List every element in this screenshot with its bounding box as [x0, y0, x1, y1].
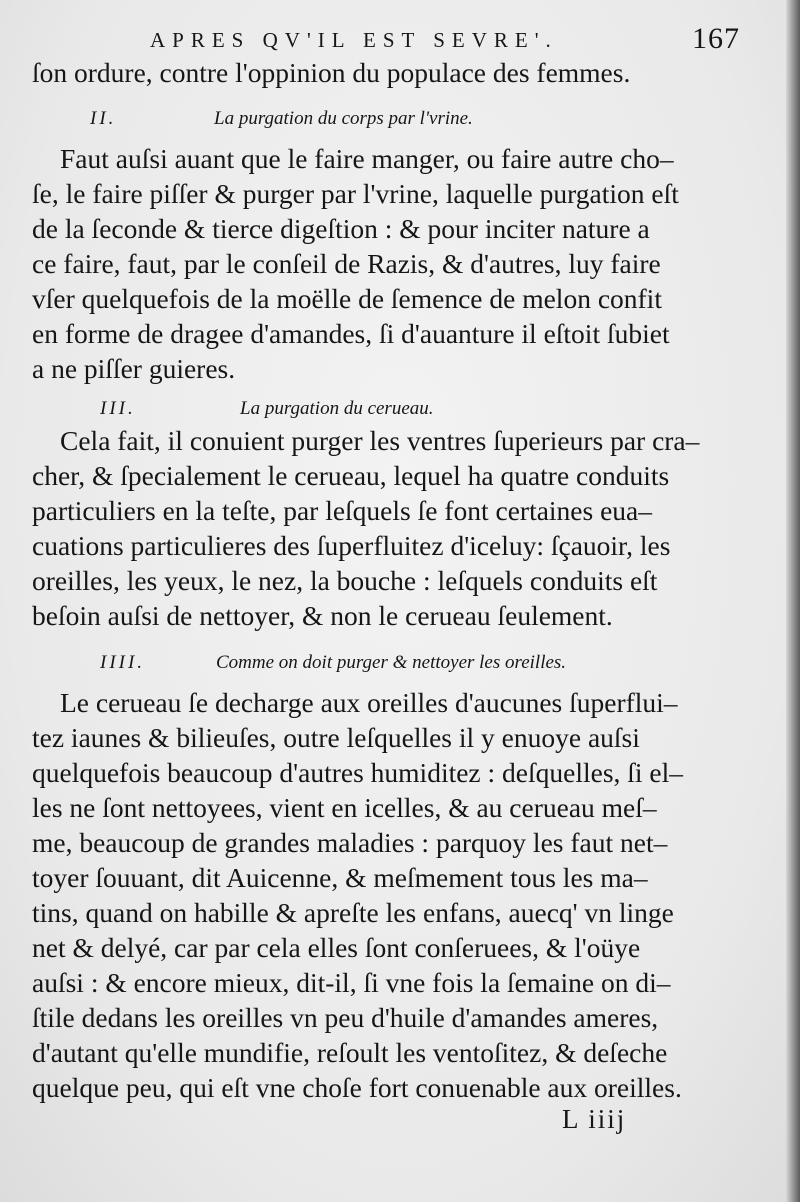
section-title: La purgation du cerueau. — [240, 398, 434, 419]
text-line: vſer quelquefois de la moëlle de ſemence de melon confit — [32, 283, 662, 314]
text-line: toyer ſouuant, dit Auicenne, & meſmement tous les ma– — [32, 862, 648, 893]
section-title: Comme on doit purger & nettoyer les oreilles. — [216, 652, 567, 673]
text-line: quelquefois beaucoup d'autres humiditez : deſquelles, ſi el– — [32, 757, 684, 788]
text-line: net & delyé, car par cela elles ſont conſeruees, & l'oüye — [32, 932, 641, 963]
section-title: La purgation du corps par l'vrine. — [214, 108, 473, 129]
text-line: ce faire, faut, par le conſeil de Razis, & d'autres, luy faire — [32, 248, 661, 279]
catchword-signature: L iiij — [562, 1104, 627, 1134]
text-line: ſe, le faire piſſer & purger par l'vrine, laquelle purgation eſt — [32, 178, 679, 209]
text-line: tez iaunes & bilieuſes, outre leſquelles il y enuoye auſsi — [32, 722, 640, 753]
section-heading-2 — [90, 106, 473, 132]
text-line: les ne ſont nettoyees, vient en icelles, & au cerueau meſ– — [32, 792, 657, 823]
section-heading-4 — [100, 650, 566, 676]
page-number: 167 — [692, 22, 740, 55]
text-line: particuliers en la teſte, par leſquels ſe font certaines eua– — [32, 495, 652, 526]
running-head — [150, 20, 740, 56]
text-line: Cela fait, il conuient purger les ventres ſuperieurs par cra– — [60, 425, 700, 456]
text-line: Faut auſsi auant que le faire manger, ou faire autre cho– — [60, 143, 674, 174]
section-number: II. — [90, 108, 117, 129]
text-line: oreilles, les yeux, le nez, la bouche : leſquels conduits eſt — [32, 565, 658, 596]
text-line: ſtile dedans les oreilles vn peu d'huile d'amandes ameres, — [32, 1002, 659, 1033]
text-line: cuations particulieres des ſuperfluitez d'iceluy: ſçauoir, les — [32, 530, 671, 561]
text-line: de la ſeconde & tierce digeſtion : & pour inciter nature a — [32, 213, 650, 244]
opening-line: ſon ordure, contre l'oppinion du populace des femmes. — [32, 57, 631, 88]
running-head-title: APRES QV'IL EST SEVRE'. — [150, 28, 558, 52]
page-edge-shadow — [786, 0, 800, 1202]
text-line: beſoin auſsi de nettoyer, & non le cerueau ſeulement. — [32, 600, 613, 631]
section-heading-3 — [100, 396, 434, 422]
section-number: IIII. — [100, 652, 146, 673]
text-line: a ne piſſer guieres. — [32, 353, 236, 384]
section-number: III. — [100, 398, 136, 419]
text-line: d'autant qu'elle mundifie, reſoult les ventoſitez, & deſeche — [32, 1037, 668, 1068]
text-line: cher, & ſpecialement le cerueau, lequel ha quatre conduits — [32, 460, 670, 491]
text-line: tins, quand on habille & apreſte les enfans, auecq' vn linge — [32, 897, 674, 928]
text-line: me, beaucoup de grandes maladies : parquoy les faut net– — [32, 827, 668, 858]
text-line: en forme de dragee d'amandes, ſi d'auanture il eſtoit ſubiet — [32, 318, 670, 349]
text-line: quelque peu, qui eſt vne choſe fort conuenable aux oreilles. — [32, 1072, 682, 1103]
text-line: auſsi : & encore mieux, dit-il, ſi vne fois la ſemaine on di– — [32, 967, 671, 998]
text-line: Le cerueau ſe decharge aux oreilles d'aucunes ſuperflui– — [60, 687, 678, 718]
